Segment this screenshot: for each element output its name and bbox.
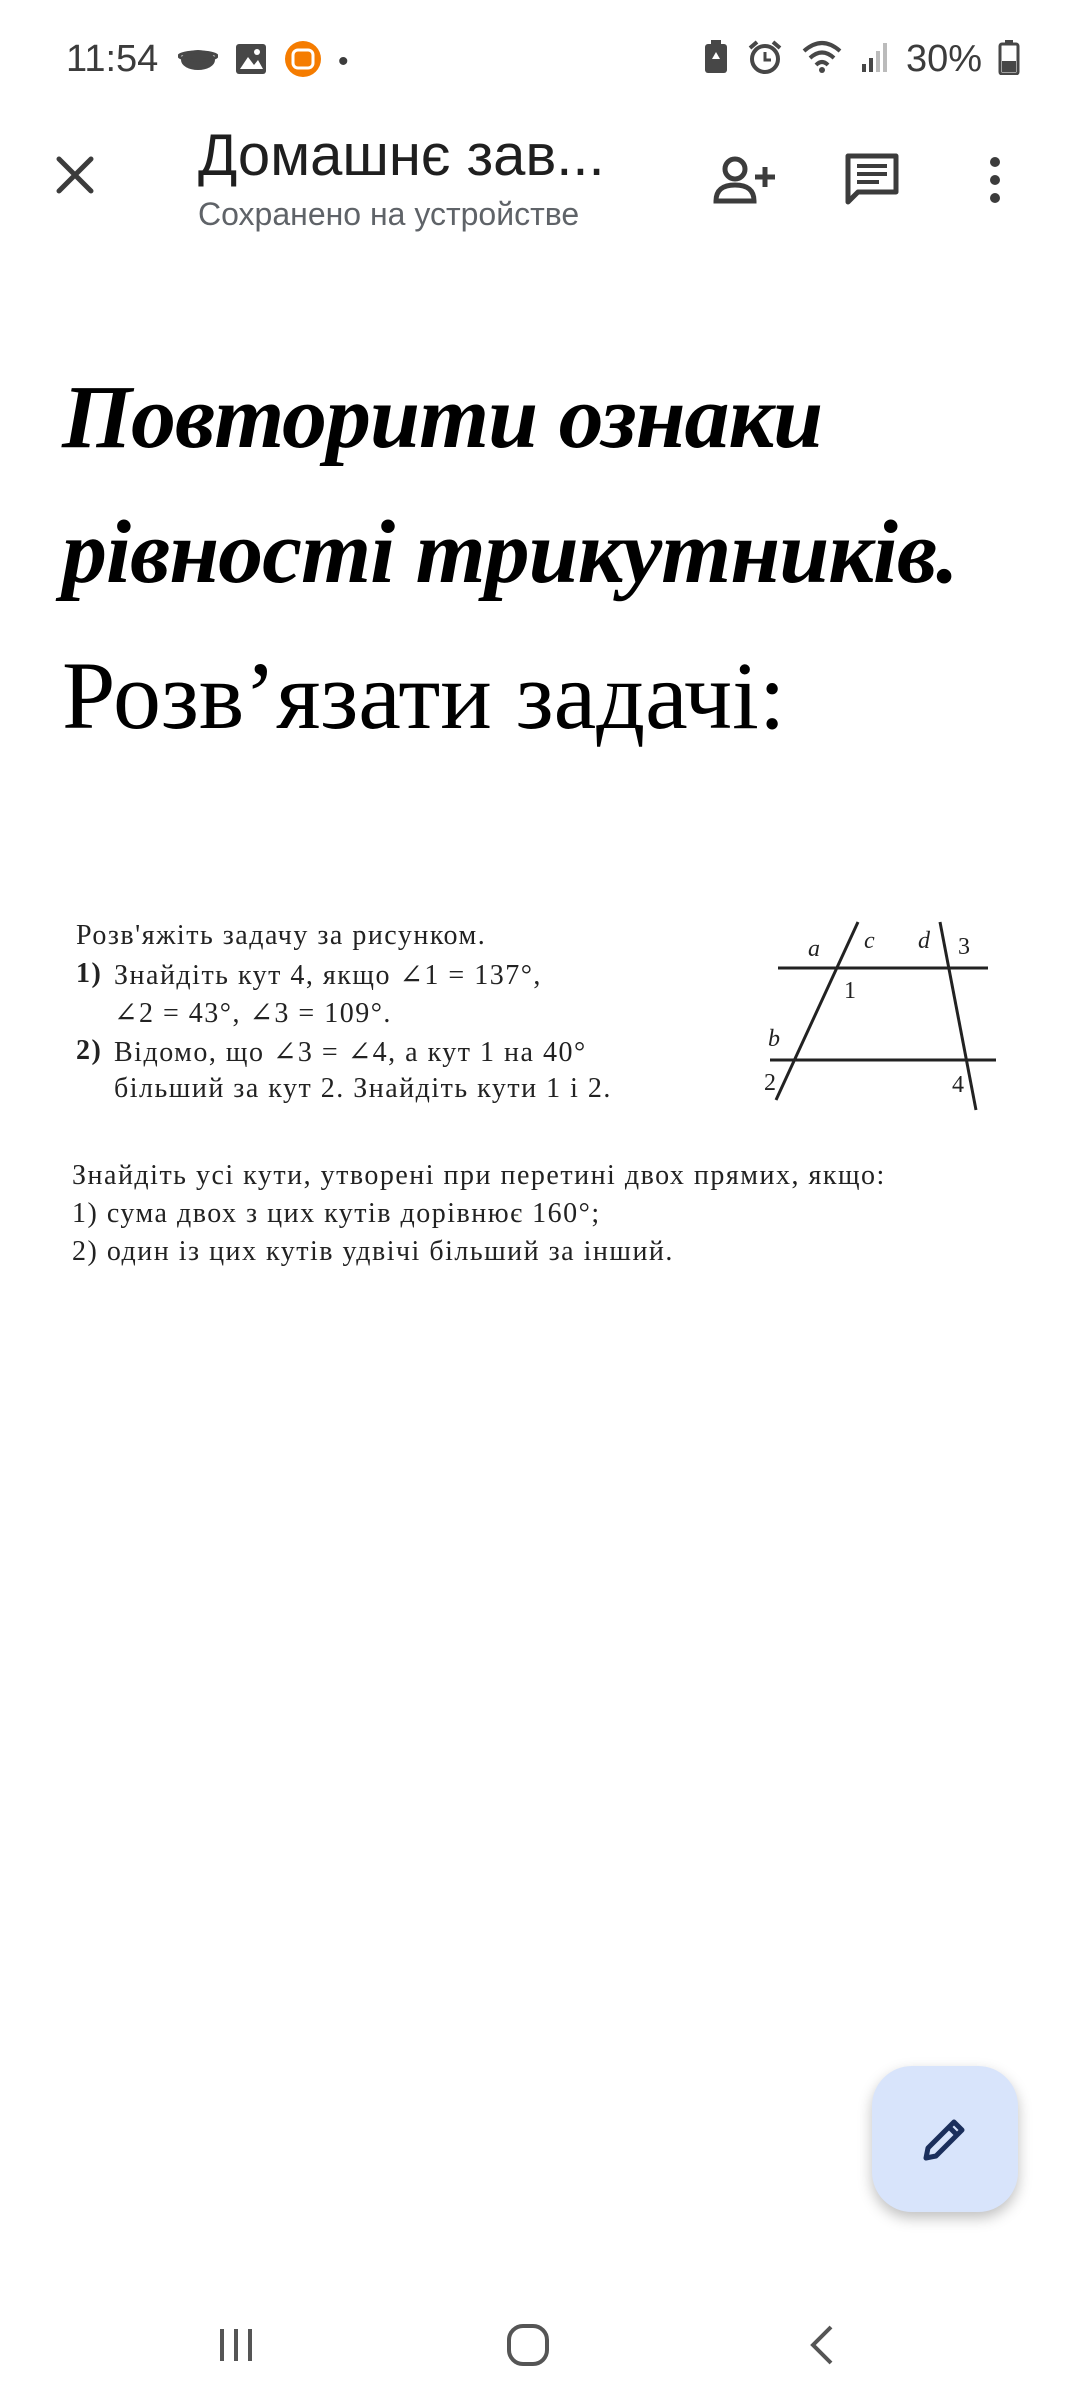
recent-apps-icon <box>216 2325 256 2365</box>
more-options-button[interactable] <box>955 140 1035 220</box>
recent-apps-button[interactable] <box>196 2310 276 2380</box>
label-c: c <box>864 928 875 954</box>
system-navigation-bar <box>0 2290 1080 2400</box>
problem-2-line-2: більший за кут 2. Знайдіть кути 1 і 2. <box>114 1073 612 1104</box>
share-button[interactable] <box>706 140 786 220</box>
title-block <box>198 120 668 233</box>
label-1: 1 <box>844 978 856 1004</box>
document-status: Сохранено на устройстве <box>198 196 580 232</box>
pencil-icon <box>918 2112 972 2166</box>
label-b: b <box>768 1026 780 1052</box>
problem-1-number: 1) <box>76 958 103 989</box>
label-3: 3 <box>958 934 970 960</box>
status-time: 11:54 <box>66 38 159 80</box>
back-icon <box>807 2323 837 2367</box>
comments-button[interactable] <box>832 140 912 220</box>
image-icon <box>234 42 268 81</box>
close-icon <box>53 153 97 197</box>
task-2-line-1: Знайдіть усі кути, утворені при перетині двох прямих, якщо: <box>72 1160 886 1191</box>
problem-2-number: 2) <box>76 1035 103 1066</box>
edit-fab-button[interactable] <box>872 2066 1018 2212</box>
label-d: d <box>918 928 930 954</box>
wifi-icon <box>800 39 844 80</box>
heading-line-2: рівності трикутників. <box>62 503 958 602</box>
geometry-figure <box>748 920 1008 1140</box>
problem-1-line-2: ∠2 = 43°, ∠3 = 109°. <box>114 998 392 1029</box>
home-button[interactable] <box>488 2310 568 2380</box>
heading-line-1: Повторити ознаки <box>62 368 823 467</box>
scanned-problem-image <box>68 920 1018 1600</box>
battery-saver-icon <box>702 39 730 80</box>
back-button[interactable] <box>782 2310 862 2380</box>
battery-percent: 30% <box>905 38 982 80</box>
label-2: 2 <box>764 1070 776 1096</box>
status-right-icons <box>702 38 1020 81</box>
document-title[interactable]: Домашнє зав... <box>198 123 605 188</box>
add-person-icon <box>713 155 779 205</box>
problem-intro: Розв'яжіть задачу за рисунком. <box>76 920 487 951</box>
home-icon <box>505 2322 551 2368</box>
document-heading <box>62 350 1042 620</box>
task-2-line-2: 1) сума двох з цих кутів дорівнює 160°; <box>72 1198 601 1229</box>
mi-app-icon <box>284 40 322 83</box>
more-vert-icon <box>988 155 1002 205</box>
comment-icon <box>844 152 900 208</box>
label-4: 4 <box>952 1072 964 1098</box>
problem-2-line-1: Відомо, що ∠3 = ∠4, а кут 1 на 40° <box>114 1037 587 1068</box>
battery-icon <box>998 39 1020 80</box>
app-bar <box>0 120 1080 260</box>
cloud-icon <box>178 44 218 79</box>
status-bar <box>0 0 1080 120</box>
problem-1-line-1: Знайдіть кут 4, якщо ∠1 = 137°, <box>114 960 542 991</box>
notification-dot-icon: • <box>338 44 349 78</box>
status-left-icons <box>178 40 349 83</box>
document-subheading: Розв’язати задачі: <box>62 642 786 749</box>
alarm-icon <box>746 38 784 81</box>
close-button[interactable] <box>40 140 110 210</box>
signal-icon <box>860 40 890 79</box>
label-a: a <box>808 936 820 962</box>
task-2-line-3: 2) один із цих кутів удвічі більший за інший. <box>72 1236 674 1267</box>
